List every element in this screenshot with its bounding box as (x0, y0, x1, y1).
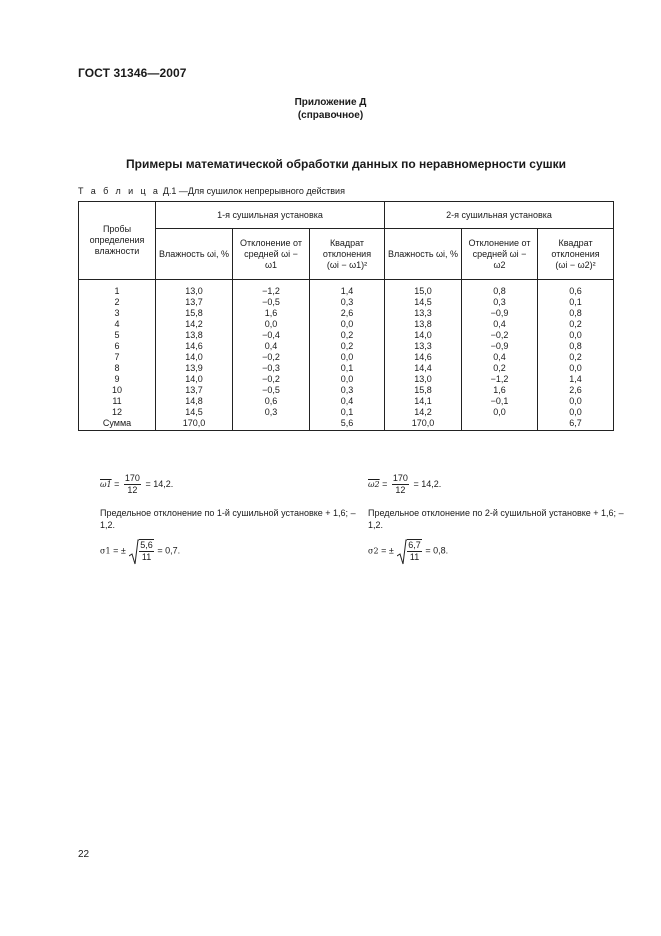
sqrt-1 (129, 539, 154, 563)
header-square-1 (310, 229, 385, 280)
table-cell: 8 (79, 363, 156, 374)
table-cell: 13,0 (156, 280, 233, 298)
table-cell: 5 (79, 330, 156, 341)
mean-result-1: = 14,2. (145, 478, 174, 489)
header-moisture-1: Влажность ωi, % (156, 229, 233, 280)
table-cell: 14,2 (156, 319, 233, 330)
table-cell: 4 (79, 319, 156, 330)
caption-prefix: Т а б л и ц а (78, 186, 161, 196)
table-cell: 0,3 (233, 407, 310, 418)
table-cell: 0,8 (538, 341, 614, 352)
table-cell: 14,1 (385, 396, 462, 407)
table-cell: 0,0 (538, 363, 614, 374)
table-cell: 0,0 (538, 330, 614, 341)
header-group-1: 1-я сушильная установка (156, 202, 385, 229)
document-id: ГОСТ 31346—2007 (78, 66, 187, 80)
mean-fraction-1 (124, 473, 141, 496)
table-cell: 14,4 (385, 363, 462, 374)
table-cell: 0,4 (462, 319, 538, 330)
table-row (79, 374, 614, 385)
table-row (79, 352, 614, 363)
caption-text: —Для сушилок непрерывного действия (176, 186, 345, 196)
table-cell: 15,8 (156, 308, 233, 319)
mean-numerator-1: 170 (124, 473, 140, 483)
mean-symbol-2: ω2 (368, 479, 380, 489)
table-cell: 14,0 (156, 352, 233, 363)
header-probe-label: Пробы определения влажности (89, 224, 145, 256)
table-row (79, 330, 614, 341)
table-cell: 0,2 (310, 330, 385, 341)
appendix-subtitle: (справочное) (297, 110, 364, 121)
table-cell: 15,0 (385, 280, 462, 298)
table-cell: 0,4 (462, 352, 538, 363)
table-total-row (79, 418, 614, 431)
table-cell: 0,0 (310, 374, 385, 385)
table-cell: 2 (79, 297, 156, 308)
mean-denominator-2: 12 (395, 485, 406, 495)
table-cell (462, 418, 538, 431)
table-cell: 14,0 (156, 374, 233, 385)
table-cell: 1 (79, 280, 156, 298)
table-cell: 0,4 (310, 396, 385, 407)
table-cell: 5,6 (310, 418, 385, 431)
table-cell: 0,6 (233, 396, 310, 407)
table-cell: 14,0 (385, 330, 462, 341)
table-cell: 13,7 (156, 297, 233, 308)
table-cell: 13,8 (385, 319, 462, 330)
sigma-result-2: = 0,8. (425, 545, 449, 556)
table-row (79, 407, 614, 418)
sigma-numerator-2: 6,7 (408, 540, 421, 550)
limit-deviation-2: Предельное отклонение по 2-й сушильной установке + 1,6; –1,2. (368, 508, 624, 530)
table-cell: 0,2 (462, 363, 538, 374)
header-group-2: 2-я сушильная установка (385, 202, 614, 229)
table-cell: 1,6 (462, 385, 538, 396)
table-cell: −0,2 (462, 330, 538, 341)
table-row (79, 280, 614, 298)
sigma-denominator-2: 11 (409, 552, 420, 562)
page-number: 22 (78, 849, 90, 860)
sqrt-2 (397, 539, 422, 563)
table-cell: −0,9 (462, 308, 538, 319)
mean-denominator-1: 12 (127, 485, 138, 495)
table-cell: −0,1 (462, 396, 538, 407)
sigma-denominator-1: 11 (141, 552, 152, 562)
header-deviation-1 (233, 229, 310, 280)
header-moisture-2: Влажность ωi, % (385, 229, 462, 280)
sigma-formula-1: σ1 = ± $\frac{5,6}{11} = 0,7$. (100, 539, 180, 563)
table-cell: 14,8 (156, 396, 233, 407)
header-square-2 (538, 229, 614, 280)
table-cell: 0,8 (538, 308, 614, 319)
table-cell: −0,2 (233, 352, 310, 363)
table-cell: −0,9 (462, 341, 538, 352)
sqrt-fraction-1 (139, 539, 154, 563)
table-cell: 1,4 (538, 374, 614, 385)
table-cell: 3 (79, 308, 156, 319)
table-row (79, 308, 614, 319)
table-cell: 0,4 (233, 341, 310, 352)
table-cell: 0,3 (310, 385, 385, 396)
table-cell: 0,1 (538, 297, 614, 308)
header-deviation-2 (462, 229, 538, 280)
mean-symbol-1: ω1 (100, 479, 112, 489)
table-row (79, 385, 614, 396)
data-table (78, 201, 614, 431)
section-title: Примеры математической обработки данных по неравномерности сушки (125, 157, 567, 171)
header-square-1-label: Квадрат отклонения (ωi − ω1)² (322, 237, 372, 270)
table-cell: 0,6 (538, 280, 614, 298)
sigma-symbol-2: σ2 (368, 546, 379, 556)
table-cell: 7 (79, 352, 156, 363)
table-cell: 0,0 (310, 352, 385, 363)
table-cell: −0,3 (233, 363, 310, 374)
table-row (79, 319, 614, 330)
table-cell: 14,6 (156, 341, 233, 352)
table-cell: 0,2 (310, 341, 385, 352)
mean-formula-1: ω1 = $\frac{170}{12}$ = 14,2. (100, 473, 174, 495)
sqrt-fraction-2 (407, 539, 422, 563)
table-cell: 0,0 (538, 407, 614, 418)
table-cell: 13,3 (385, 308, 462, 319)
table-cell: 0,0 (233, 319, 310, 330)
table-cell: 170,0 (156, 418, 233, 431)
caption-number: Д.1 (160, 186, 177, 196)
table-cell: −1,2 (233, 280, 310, 298)
table-cell: −0,5 (233, 385, 310, 396)
table-cell: 9 (79, 374, 156, 385)
table-cell: 0,0 (538, 396, 614, 407)
table-row (79, 396, 614, 407)
table-cell: 0,8 (462, 280, 538, 298)
mean-result-2: = 14,2. (413, 478, 442, 489)
table-body (79, 280, 614, 431)
header-deviation-2-label: Отклонение от средней ωi − ω2 (468, 237, 531, 270)
table-row (79, 363, 614, 374)
table-cell: 0,1 (310, 407, 385, 418)
table-cell: 13,0 (385, 374, 462, 385)
table-cell: 6 (79, 341, 156, 352)
table-cell (233, 418, 310, 431)
sigma-result-1: = 0,7. (157, 545, 181, 556)
sigma-symbol-1: σ1 (100, 546, 111, 556)
table-cell: 13,9 (156, 363, 233, 374)
header-probe (79, 202, 156, 280)
table-cell: 0,0 (310, 319, 385, 330)
table-cell: 0,3 (462, 297, 538, 308)
sigma-formula-2: σ2 = ± $\frac{6,7}{11} = 0,8$. (368, 539, 448, 563)
table-cell: 14,6 (385, 352, 462, 363)
table-cell: 14,5 (156, 407, 233, 418)
table-cell: 0,2 (538, 319, 614, 330)
table-row (79, 341, 614, 352)
table-cell: 1,6 (233, 308, 310, 319)
table-cell: 2,6 (538, 385, 614, 396)
table-cell: −0,2 (233, 374, 310, 385)
table-cell: 14,5 (385, 297, 462, 308)
table-cell: 0,1 (310, 363, 385, 374)
limit-deviation-1: Предельное отклонение по 1-й сушильной установке + 1,6; –1,2. (100, 508, 356, 530)
mean-numerator-2: 170 (392, 473, 408, 483)
table-cell: 13,8 (156, 330, 233, 341)
table-cell: 1,4 (310, 280, 385, 298)
table-cell: 0,2 (538, 352, 614, 363)
table-cell: 10 (79, 385, 156, 396)
header-deviation-1-label: Отклонение от средней ωi − ω1 (240, 237, 302, 270)
table-cell: −0,4 (233, 330, 310, 341)
table-cell: 15,8 (385, 385, 462, 396)
table-cell: Сумма (79, 418, 156, 431)
table-cell: 14,2 (385, 407, 462, 418)
radical-sign-icon (129, 539, 139, 565)
table-cell: 0,0 (462, 407, 538, 418)
sigma-numerator-1: 5,6 (140, 540, 153, 550)
table-row (79, 297, 614, 308)
radical-sign-icon (397, 539, 407, 565)
table-cell: 12 (79, 407, 156, 418)
mean-formula-2: ω2 = $\frac{170}{12}$ = 14,2. (368, 473, 442, 495)
header-square-2-label: Квадрат отклонения (ωi − ω2)² (551, 237, 600, 270)
mean-fraction-2 (392, 473, 409, 496)
table-cell: 13,3 (385, 341, 462, 352)
appendix-title: Приложение Д (294, 97, 367, 108)
table-cell: −0,5 (233, 297, 310, 308)
table-cell: 11 (79, 396, 156, 407)
table-cell: 13,7 (156, 385, 233, 396)
table-caption (78, 186, 345, 196)
table-cell: 2,6 (310, 308, 385, 319)
table-cell: 6,7 (538, 418, 614, 431)
table-cell: 0,3 (310, 297, 385, 308)
table-cell: −1,2 (462, 374, 538, 385)
table-cell: 170,0 (385, 418, 462, 431)
